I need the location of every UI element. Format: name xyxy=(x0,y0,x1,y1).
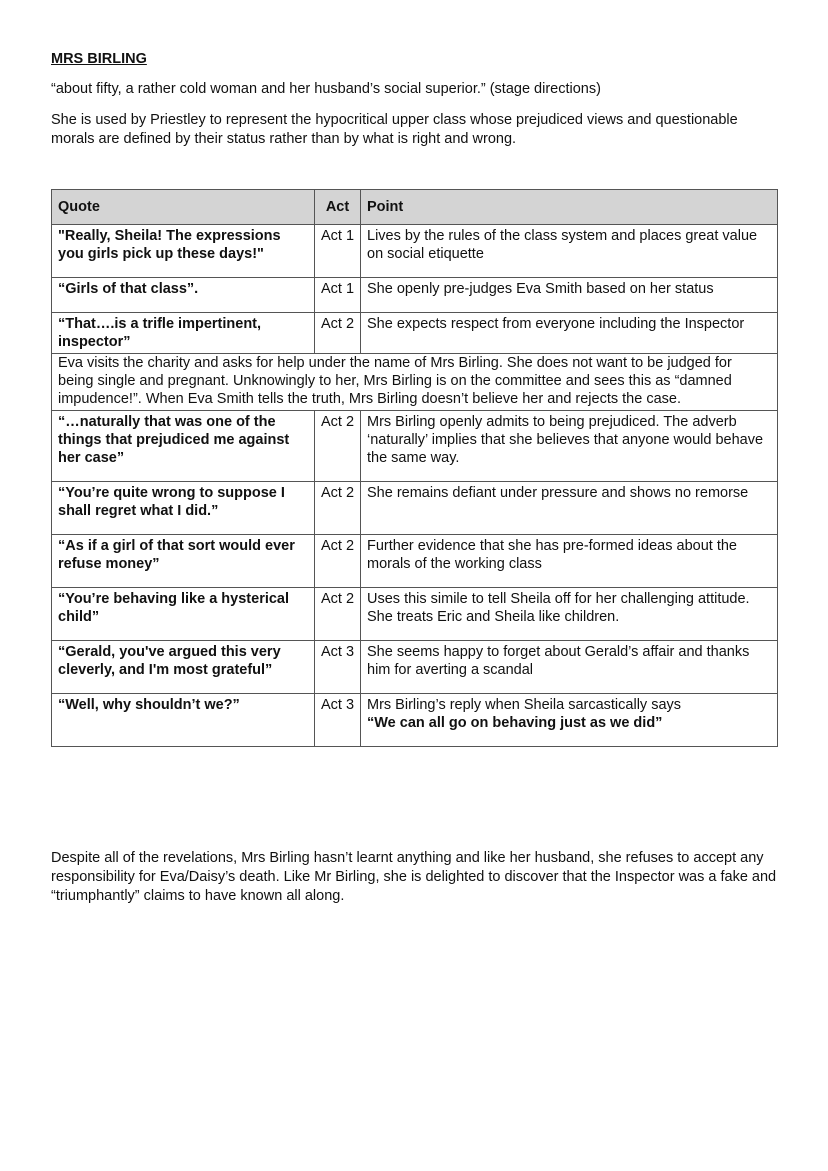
point-cell: She openly pre-judges Eva Smith based on her status xyxy=(361,278,778,313)
quote-cell: “Well, why shouldn’t we?” xyxy=(52,694,315,747)
quote-cell: “You’re behaving like a hysterical child” xyxy=(52,588,315,641)
point-cell: She seems happy to forget about Gerald’s affair and thanks him for averting a scandal xyxy=(361,641,778,694)
quotes-table xyxy=(51,189,778,747)
quote-cell: “…naturally that was one of the things that prejudiced me against her case” xyxy=(52,411,315,482)
quote-cell: "Really, Sheila! The expressions you girls pick up these days!" xyxy=(52,225,315,278)
act-cell: Act 2 xyxy=(315,588,361,641)
point-cell xyxy=(361,694,778,747)
act-cell: Act 3 xyxy=(315,694,361,747)
point-cell: Further evidence that she has pre-formed ideas about the morals of the working class xyxy=(361,535,778,588)
table-row xyxy=(52,694,778,747)
act-cell: Act 3 xyxy=(315,641,361,694)
table-row xyxy=(52,641,778,694)
story-cell: Eva visits the charity and asks for help under the name of Mrs Birling. She does not want to be judged for being single and pregnant. Unknowingly to her, Mrs Birling is on the committee and sees this as “damned impudence!”. When Eva Smith tells the truth, Mrs Birling doesn’t believe her and rejects the case. xyxy=(52,354,778,411)
act-cell: Act 2 xyxy=(315,482,361,535)
point-cell: Uses this simile to tell Sheila off for her challenging attitude. She treats Eric and Sheila like children. xyxy=(361,588,778,641)
table-row xyxy=(52,313,778,354)
point-cell: She remains defiant under pressure and shows no remorse xyxy=(361,482,778,535)
summary-paragraph: Despite all of the revelations, Mrs Birling hasn’t learnt anything and like her husband, she refuses to accept any responsibility for Eva/Daisy’s death. Like Mr Birling, she is delighted to discover that the Inspector was a fake and “triumphantly” claims to have known all along. xyxy=(51,850,777,904)
table-row xyxy=(52,535,778,588)
page-title: MRS BIRLING xyxy=(51,51,147,67)
act-cell: Act 2 xyxy=(315,535,361,588)
quote-cell: “You’re quite wrong to suppose I shall regret what I did.” xyxy=(52,482,315,535)
act-cell: Act 1 xyxy=(315,278,361,313)
act-cell: Act 2 xyxy=(315,313,361,354)
table-header-row xyxy=(52,190,778,225)
quote-cell: “Girls of that class”. xyxy=(52,278,315,313)
act-cell: Act 2 xyxy=(315,411,361,482)
quote-cell: “Gerald, you've argued this very cleverly, and I'm most grateful” xyxy=(52,641,315,694)
table-row xyxy=(52,278,778,313)
point-cell: She expects respect from everyone including the Inspector xyxy=(361,313,778,354)
story-row xyxy=(52,354,778,411)
quote-cell: “That….is a trifle impertinent, inspector” xyxy=(52,313,315,354)
quote-cell: “As if a girl of that sort would ever refuse money” xyxy=(52,535,315,588)
table-row xyxy=(52,411,778,482)
table-row xyxy=(52,482,778,535)
point-cell: Lives by the rules of the class system and places great value on social etiquette xyxy=(361,225,778,278)
character-description: She is used by Priestley to represent the hypocritical upper class whose prejudiced views and questionable morals are defined by their status rather than by what is right and wrong. xyxy=(51,112,738,147)
table-row xyxy=(52,225,778,278)
header-point: Point xyxy=(361,190,778,225)
table-row xyxy=(52,588,778,641)
point-cell: Mrs Birling openly admits to being prejudiced. The adverb ‘naturally’ implies that she believes that anyone would behave the same way. xyxy=(361,411,778,482)
header-quote: Quote xyxy=(52,190,315,225)
point-text: Mrs Birling’s reply when Sheila sarcastically says xyxy=(367,697,682,713)
stage-directions-quote: “about fifty, a rather cold woman and her husband’s social superior.” (stage directions) xyxy=(51,81,601,97)
act-cell: Act 1 xyxy=(315,225,361,278)
point-quote: “We can all go on behaving just as we did” xyxy=(367,715,663,731)
header-act: Act xyxy=(315,190,361,225)
